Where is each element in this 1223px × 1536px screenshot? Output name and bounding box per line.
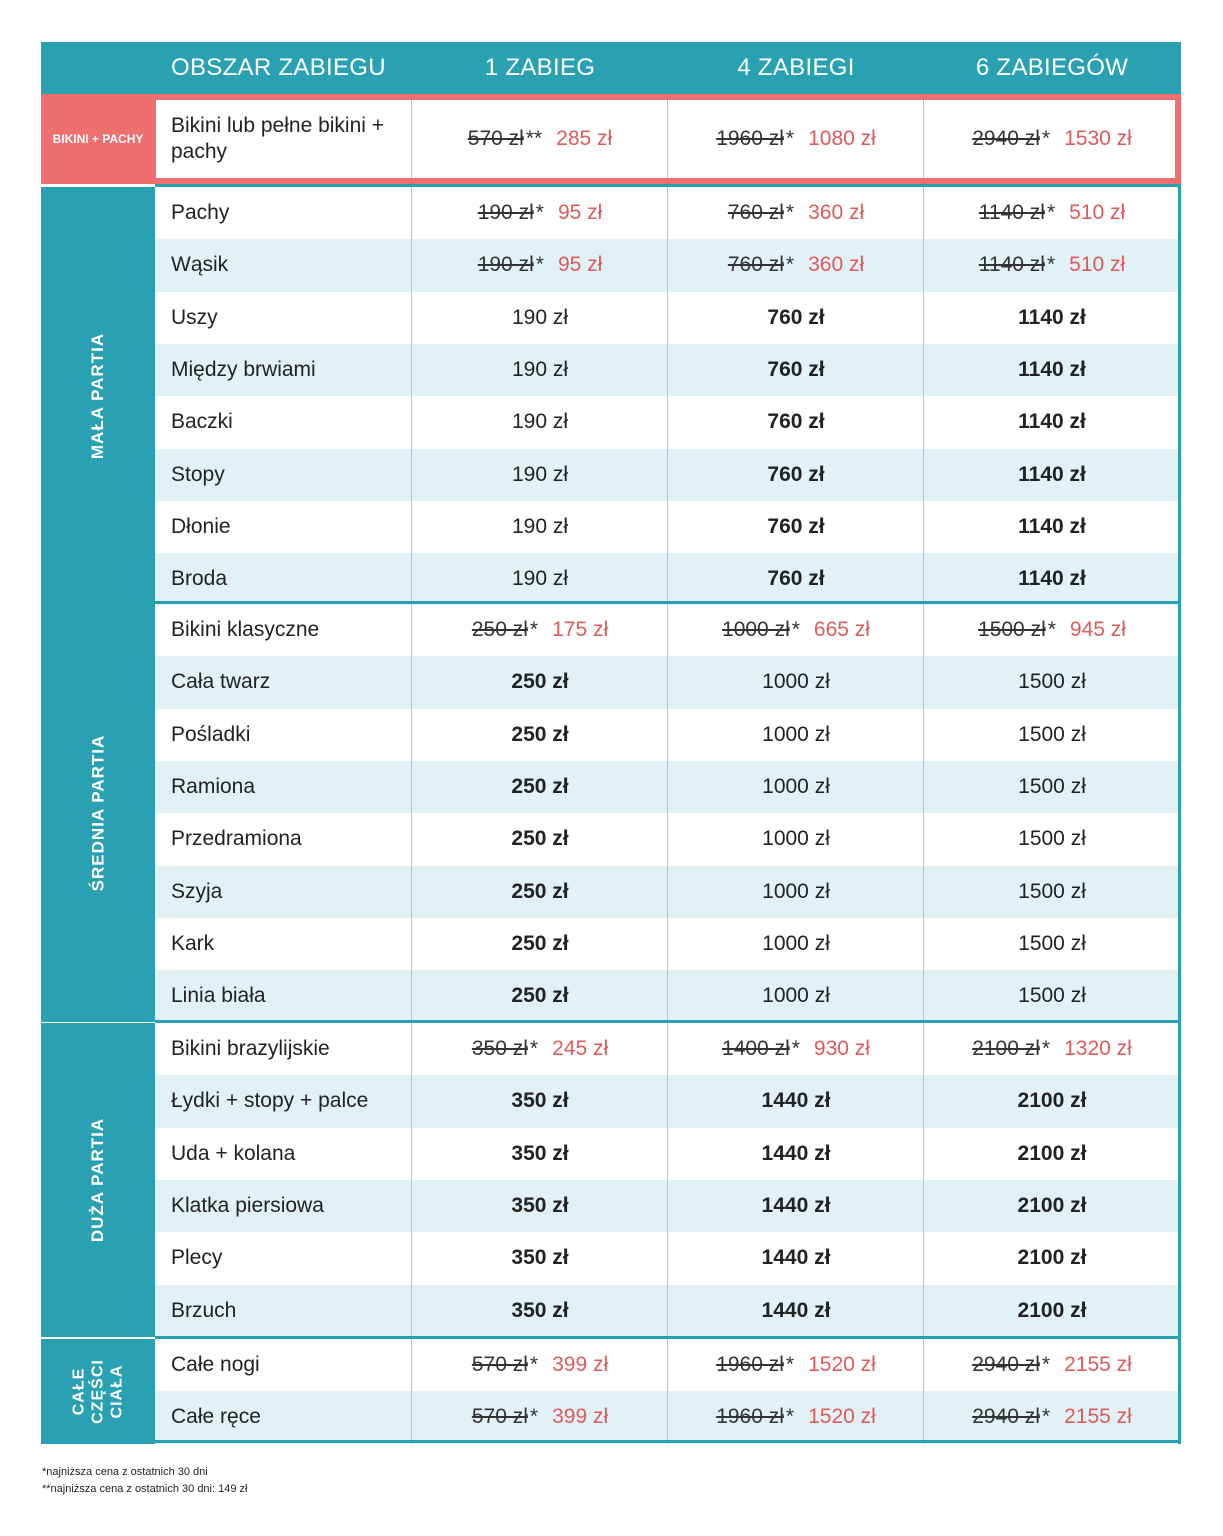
price-footnote-mark: * bbox=[535, 253, 544, 277]
old-price: 1140 zł bbox=[978, 201, 1045, 225]
header-4-treatments: 4 ZABIEGI bbox=[737, 54, 855, 81]
price-cell-c3: 1500 zł bbox=[1018, 670, 1086, 694]
price-cell-c2: 1440 zł bbox=[761, 1089, 831, 1113]
price-footnote-mark: * bbox=[785, 1353, 795, 1377]
price-cell-c1 bbox=[412, 1339, 668, 1391]
price-cell-c1: 250 zł bbox=[511, 670, 569, 694]
price-footnote-mark: * bbox=[785, 1405, 795, 1429]
price-cell-c2 bbox=[668, 239, 924, 291]
price-cell-c2: 1000 zł bbox=[762, 775, 830, 799]
old-price: 1000 zł bbox=[722, 618, 790, 642]
price-cell-c3: 1500 zł bbox=[1018, 879, 1086, 903]
row-area-name: Całe nogi bbox=[171, 1353, 260, 1377]
column-divider bbox=[411, 1023, 412, 1337]
header-6-treatments: 6 ZABIEGÓW bbox=[975, 54, 1129, 81]
price-cell-c3: 2100 zł bbox=[1017, 1298, 1087, 1322]
price-cell-c2: 1440 zł bbox=[761, 1246, 831, 1270]
promo-label: BIKINI + PACHY bbox=[41, 94, 155, 184]
price-cell-c3 bbox=[924, 187, 1180, 239]
price-cell-c1 bbox=[412, 187, 668, 239]
discount-price: 285 zł bbox=[556, 127, 613, 150]
price-cell-c3: 1140 zł bbox=[1018, 567, 1086, 591]
price-cell-c1: 190 zł bbox=[511, 514, 569, 538]
promo-price-c3 bbox=[924, 100, 1180, 178]
row-area-name: Pośladki bbox=[171, 722, 251, 746]
group-label-text: CAŁE CZĘŚCI CIAŁA bbox=[70, 1358, 126, 1424]
price-cell-c1: 190 zł bbox=[511, 305, 569, 329]
column-divider bbox=[667, 100, 668, 178]
group-right-border bbox=[1178, 1336, 1181, 1444]
discount-price: 945 zł bbox=[1069, 618, 1126, 642]
price-footnote-mark: * bbox=[1041, 1037, 1051, 1061]
row-area-name: Ramiona bbox=[171, 775, 256, 799]
discount-price: 1080 zł bbox=[808, 127, 876, 150]
price-cell-c1 bbox=[412, 604, 668, 656]
discount-price: 510 zł bbox=[1069, 201, 1126, 225]
table-bottom-border bbox=[41, 1440, 1181, 1443]
discount-price: 399 zł bbox=[552, 1353, 609, 1377]
price-cell-c1: 350 zł bbox=[511, 1298, 569, 1322]
column-divider bbox=[411, 100, 412, 178]
price-cell-c2 bbox=[668, 1023, 924, 1075]
discount-price: 2155 zł bbox=[1064, 1353, 1132, 1377]
price-cell-c2: 1000 zł bbox=[762, 722, 830, 746]
old-price: 2940 zł bbox=[972, 1353, 1040, 1377]
price-cell-c2: 1000 zł bbox=[762, 827, 830, 851]
row-area-name: Dłonie bbox=[171, 514, 231, 538]
price-cell-c1: 250 zł bbox=[511, 931, 569, 955]
price-cell-c1 bbox=[412, 239, 668, 291]
price-cell-c2 bbox=[668, 604, 924, 656]
row-area-name: Stopy bbox=[171, 462, 225, 486]
column-divider bbox=[667, 1023, 668, 1337]
price-cell-c1: 250 zł bbox=[511, 984, 569, 1008]
price-footnote-mark: * bbox=[535, 201, 544, 225]
price-cell-c3 bbox=[924, 1339, 1180, 1391]
price-cell-c2: 760 zł bbox=[767, 410, 825, 434]
footnote-1: *najniższa cena z ostatnich 30 dni bbox=[42, 1466, 208, 1478]
price-cell-c2: 1000 zł bbox=[762, 879, 830, 903]
row-area-name: Łydki + stopy + palce bbox=[171, 1089, 369, 1113]
discount-price: 2155 zł bbox=[1064, 1405, 1132, 1429]
price-cell-c3 bbox=[924, 239, 1180, 291]
old-price: 1960 zł bbox=[716, 127, 784, 150]
group-right-border bbox=[1178, 601, 1181, 1022]
column-divider bbox=[923, 1339, 924, 1444]
price-cell-c1: 350 zł bbox=[511, 1194, 569, 1218]
column-divider bbox=[923, 604, 924, 1022]
old-price: 190 zł bbox=[477, 201, 534, 225]
price-cell-c2: 1000 zł bbox=[762, 984, 830, 1008]
old-price: 2940 zł bbox=[972, 127, 1040, 150]
price-footnote-mark: * bbox=[1047, 618, 1056, 642]
promo-name: Bikini lub pełne bikini + pachy bbox=[171, 114, 385, 163]
group-label bbox=[41, 1023, 155, 1337]
column-divider bbox=[411, 1339, 412, 1444]
price-cell-c1 bbox=[412, 1391, 668, 1443]
discount-price: 175 zł bbox=[552, 618, 609, 642]
old-price: 570 zł bbox=[467, 127, 524, 150]
row-area-name: Baczki bbox=[171, 410, 233, 434]
row-area-name: Uda + kolana bbox=[171, 1141, 296, 1165]
row-area-name: Przedramiona bbox=[171, 827, 302, 851]
price-cell-c3 bbox=[924, 1023, 1180, 1075]
price-cell-c3: 1500 zł bbox=[1018, 722, 1086, 746]
discount-price: 1520 zł bbox=[808, 1353, 876, 1377]
old-price: 570 zł bbox=[471, 1353, 528, 1377]
discount-price: 360 zł bbox=[808, 201, 865, 225]
column-divider bbox=[923, 100, 924, 178]
price-cell-c3: 1140 zł bbox=[1018, 514, 1086, 538]
row-area-name: Broda bbox=[171, 567, 228, 591]
price-cell-c2 bbox=[668, 1339, 924, 1391]
group-label bbox=[41, 604, 155, 1022]
footnote-2: **najniższa cena z ostatnich 30 dni: 149 zł bbox=[42, 1483, 248, 1495]
price-footnote-mark: * bbox=[785, 127, 795, 150]
row-area-name: Brzuch bbox=[171, 1298, 237, 1322]
price-cell-c1: 350 zł bbox=[511, 1089, 569, 1113]
price-cell-c2: 1440 zł bbox=[761, 1141, 831, 1165]
column-divider bbox=[411, 604, 412, 1022]
old-price: 760 zł bbox=[727, 253, 784, 277]
row-area-name: Bikini brazylijskie bbox=[171, 1037, 330, 1061]
price-footnote-mark: * bbox=[529, 1037, 539, 1061]
group-label bbox=[41, 187, 155, 605]
column-divider bbox=[923, 187, 924, 605]
price-footnote-mark: * bbox=[1046, 201, 1056, 225]
price-footnote-mark: * bbox=[1041, 1353, 1051, 1377]
price-cell-c1: 190 zł bbox=[511, 410, 569, 434]
discount-price: 1530 zł bbox=[1064, 127, 1132, 150]
header-1-treatment: 1 ZABIEG bbox=[484, 54, 596, 81]
price-footnote-mark: * bbox=[791, 618, 800, 642]
row-area-name: Linia biała bbox=[171, 984, 266, 1008]
group-right-border bbox=[1178, 1020, 1181, 1337]
price-cell-c1: 250 zł bbox=[511, 827, 569, 851]
price-cell-c2: 1000 zł bbox=[762, 931, 830, 955]
group-label bbox=[41, 1339, 155, 1444]
discount-price: 665 zł bbox=[813, 618, 870, 642]
price-cell-c3 bbox=[924, 604, 1180, 656]
price-footnote-mark: * bbox=[785, 253, 795, 277]
price-cell-c3: 1140 zł bbox=[1018, 305, 1086, 329]
price-footnote-mark: * bbox=[1046, 253, 1056, 277]
row-area-name: Szyja bbox=[171, 879, 223, 903]
discount-price: 1320 zł bbox=[1064, 1037, 1132, 1061]
price-cell-c3: 2100 zł bbox=[1017, 1141, 1087, 1165]
column-divider bbox=[667, 1339, 668, 1444]
group-label-text: DUŻA PARTIA bbox=[88, 1117, 108, 1243]
row-area-name: Plecy bbox=[171, 1246, 223, 1270]
price-cell-c3: 1500 zł bbox=[1018, 827, 1086, 851]
price-cell-c3: 1140 zł bbox=[1018, 462, 1086, 486]
old-price: 1140 zł bbox=[978, 253, 1045, 277]
row-area-name: Kark bbox=[171, 931, 215, 955]
discount-price: 95 zł bbox=[557, 201, 603, 225]
price-footnote-mark: * bbox=[529, 1405, 539, 1429]
old-price: 570 zł bbox=[471, 1405, 528, 1429]
price-cell-c3: 1500 zł bbox=[1018, 775, 1086, 799]
price-cell-c2: 1440 zł bbox=[761, 1298, 831, 1322]
price-cell-c2: 760 zł bbox=[767, 462, 825, 486]
old-price: 190 zł bbox=[477, 253, 534, 277]
discount-price: 360 zł bbox=[808, 253, 865, 277]
price-cell-c3: 1140 zł bbox=[1018, 358, 1086, 382]
old-price: 250 zł bbox=[471, 618, 528, 642]
discount-price: 95 zł bbox=[557, 253, 603, 277]
old-price: 1960 zł bbox=[716, 1405, 784, 1429]
price-cell-c3: 1140 zł bbox=[1018, 410, 1086, 434]
row-area-name: Bikini klasyczne bbox=[171, 618, 320, 642]
header-area-label: OBSZAR ZABIEGU bbox=[171, 54, 386, 81]
price-footnote-mark: * bbox=[791, 1037, 800, 1061]
group-label-text: ŚREDNIA PARTIA bbox=[88, 734, 107, 892]
price-cell-c2: 760 zł bbox=[767, 358, 825, 382]
discount-price: 399 zł bbox=[552, 1405, 609, 1429]
price-cell-c1: 250 zł bbox=[511, 775, 569, 799]
price-footnote-mark: * bbox=[1041, 127, 1051, 150]
price-cell-c3 bbox=[924, 1391, 1180, 1443]
promo-price-c1 bbox=[412, 100, 668, 178]
price-cell-c1: 190 zł bbox=[511, 567, 569, 591]
row-area-name: Wąsik bbox=[171, 253, 229, 277]
price-cell-c2: 760 zł bbox=[767, 567, 825, 591]
price-cell-c1: 250 zł bbox=[511, 879, 569, 903]
group-label-text: MAŁA PARTIA bbox=[88, 333, 107, 460]
discount-price: 510 zł bbox=[1069, 253, 1126, 277]
price-cell-c3: 2100 zł bbox=[1017, 1246, 1087, 1270]
price-cell-c1: 190 zł bbox=[511, 358, 569, 382]
row-area-name: Między brwiami bbox=[171, 358, 316, 382]
price-cell-c3: 1500 zł bbox=[1018, 984, 1086, 1008]
price-cell-c1 bbox=[412, 1023, 668, 1075]
old-price: 2940 zł bbox=[972, 1405, 1040, 1429]
row-area-name: Uszy bbox=[171, 305, 218, 329]
row-area-name: Klatka piersiowa bbox=[171, 1194, 324, 1218]
old-price: 1960 zł bbox=[716, 1353, 784, 1377]
price-footnote-mark: * bbox=[529, 618, 539, 642]
price-cell-c1: 350 zł bbox=[511, 1141, 569, 1165]
discount-price: 1520 zł bbox=[808, 1405, 876, 1429]
price-cell-c1: 250 zł bbox=[511, 722, 569, 746]
price-cell-c3: 2100 zł bbox=[1017, 1089, 1087, 1113]
price-footnote-mark: * bbox=[785, 201, 795, 225]
price-cell-c3: 1500 zł bbox=[1018, 931, 1086, 955]
row-area-name: Pachy bbox=[171, 201, 230, 225]
price-cell-c3: 2100 zł bbox=[1017, 1194, 1087, 1218]
price-cell-c2: 760 zł bbox=[767, 305, 825, 329]
row-area-name: Cała twarz bbox=[171, 670, 271, 694]
discount-price: 245 zł bbox=[552, 1037, 609, 1061]
price-footnote-mark: * bbox=[1041, 1405, 1051, 1429]
column-divider bbox=[411, 187, 412, 605]
old-price: 1500 zł bbox=[978, 618, 1046, 642]
promo-price-c2 bbox=[668, 100, 924, 178]
column-divider bbox=[667, 604, 668, 1022]
column-divider bbox=[923, 1023, 924, 1337]
price-cell-c2: 1000 zł bbox=[762, 670, 830, 694]
old-price: 350 zł bbox=[471, 1037, 528, 1061]
column-divider bbox=[667, 187, 668, 605]
price-cell-c1: 350 zł bbox=[511, 1246, 569, 1270]
row-area-name: Całe ręce bbox=[171, 1405, 261, 1429]
price-footnote-mark: * bbox=[529, 1353, 539, 1377]
old-price: 2100 zł bbox=[972, 1037, 1040, 1061]
price-cell-c2 bbox=[668, 187, 924, 239]
old-price: 1400 zł bbox=[722, 1037, 790, 1061]
price-cell-c2: 1440 zł bbox=[761, 1194, 831, 1218]
discount-price: 930 zł bbox=[813, 1037, 870, 1061]
price-cell-c2: 760 zł bbox=[767, 514, 825, 538]
old-price: 760 zł bbox=[727, 201, 784, 225]
group-right-border bbox=[1178, 184, 1181, 605]
price-footnote-mark: ** bbox=[525, 127, 543, 150]
price-cell-c1: 190 zł bbox=[511, 462, 569, 486]
price-cell-c2 bbox=[668, 1391, 924, 1443]
